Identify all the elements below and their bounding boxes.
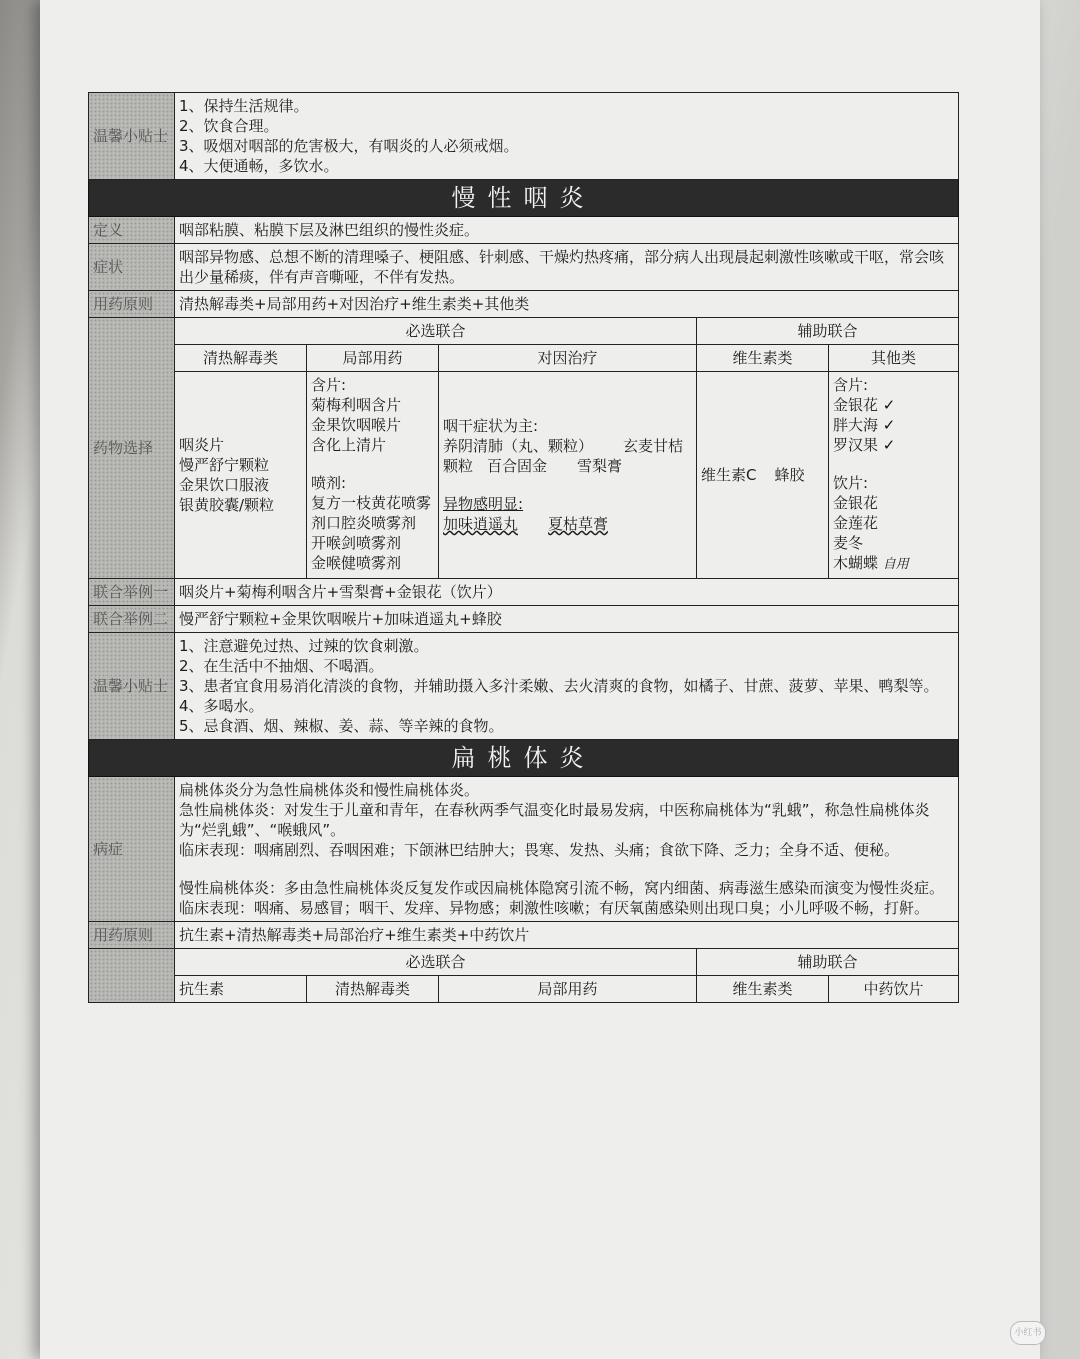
drug-line <box>833 415 954 435</box>
drug-item: 百合固金 <box>487 457 548 475</box>
category-header-row <box>89 345 959 372</box>
spacer <box>179 860 954 878</box>
tips-content <box>175 633 959 740</box>
category2-header-row <box>89 976 959 1003</box>
drug-item: 夏枯草膏 <box>548 515 609 533</box>
section-title: 扁桃体炎 <box>89 740 959 777</box>
drug-item: 维生素C <box>701 466 757 484</box>
tip-line: 5、忌食酒、烟、辣椒、姜、蒜、等辛辣的食物。 <box>179 717 504 735</box>
definition-text: 咽部粘膜、粘膜下层及淋巴组织的慢性炎症。 <box>175 217 959 244</box>
drug-line <box>833 435 954 455</box>
col-header-local2: 局部用药 <box>439 976 697 1003</box>
document-table <box>88 92 958 1003</box>
drug-item: 玄麦甘桔 <box>623 437 684 455</box>
aux-combo2-header: 辅助联合 <box>697 949 959 976</box>
checkmark-icon: ✓ <box>882 396 896 414</box>
drug-choice2-label <box>89 949 175 1003</box>
principle2-row <box>89 922 959 949</box>
principle-label: 用药原则 <box>89 291 175 318</box>
principle-text: 清热解毒类+局部用药+对因治疗+维生素类+其他类 <box>175 291 959 318</box>
disease-line: 扁桃体炎分为急性扁桃体炎和慢性扁桃体炎。 <box>179 781 480 799</box>
drug-item: 慢严舒宁颗粒 <box>179 456 270 474</box>
drug-item: 养阴清肺（丸、颗粒） <box>443 437 594 455</box>
cause-line <box>443 456 692 476</box>
section-title: 慢性咽炎 <box>89 180 959 217</box>
drug-item: 含片: <box>833 376 869 394</box>
required-combo2-header: 必选联合 <box>175 949 697 976</box>
drug-item: 雪梨膏 <box>577 457 623 475</box>
principle2-text: 抗生素+清热解毒类+局部治疗+维生素类+中药饮片 <box>175 922 959 949</box>
handwritten-note: 自用 <box>882 557 909 572</box>
tip-line: 4、大便通畅，多饮水。 <box>179 157 339 175</box>
tip-line: 3、吸烟对咽部的危害极大，有咽炎的人必须戒烟。 <box>179 137 519 155</box>
watermark-badge: 小红书 <box>1010 1321 1046 1345</box>
disease-label: 病症 <box>89 777 175 922</box>
definition-label: 定义 <box>89 217 175 244</box>
drug-item: 金莲花 <box>833 514 879 532</box>
col-header-cause: 对因治疗 <box>439 345 697 372</box>
col-header-vitamin: 维生素类 <box>697 345 829 372</box>
drug-item: 罗汉果 <box>833 436 879 454</box>
other-drugs <box>829 372 959 579</box>
local-drugs <box>307 372 439 579</box>
col-header-antibiotic: 抗生素 <box>175 976 307 1003</box>
drug-item: 金喉健喷雾剂 <box>311 554 402 572</box>
disease-line: 慢性扁桃体炎：多由急性扁桃体炎反复发作或因扁桃体隐窝引流不畅，窝内细菌、病毒滋生感染而演变为慢性炎症。 <box>179 879 945 897</box>
disease-text <box>175 777 959 922</box>
symptom-label: 症状 <box>89 244 175 291</box>
example1-label: 联合举例一 <box>89 579 175 606</box>
spacer <box>443 476 692 494</box>
drug-item: 麦冬 <box>833 534 864 552</box>
drug-item: 木蝴蝶 <box>833 554 879 572</box>
example2-text: 慢严舒宁颗粒+金果饮咽喉片+加味逍遥丸+蜂胶 <box>175 606 959 633</box>
tip-line: 2、饮食合理。 <box>179 117 279 135</box>
drug-item: 颗粒 <box>443 457 474 475</box>
section-banner-tonsillitis <box>89 740 959 777</box>
spacer <box>311 455 434 473</box>
tip-line: 2、在生活中不抽烟、不喝酒。 <box>179 657 384 675</box>
qingre-drugs <box>175 372 307 579</box>
disease-line: 临床表现：咽痛剧烈、吞咽困难；下颌淋巴结肿大；畏寒、发热、头痛；食欲下降、乏力；全身不适、便秘。 <box>179 841 900 859</box>
example1-text: 咽炎片+菊梅利咽含片+雪梨膏+金银花（饮片） <box>175 579 959 606</box>
required-combo-header: 必选联合 <box>175 318 697 345</box>
tip-line: 1、注意避免过热、过辣的饮食刺激。 <box>179 637 429 655</box>
definition-row <box>89 217 959 244</box>
spacer <box>833 455 954 473</box>
prev-tips-content <box>175 93 959 180</box>
prev-tips-label: 温馨小贴士 <box>89 93 175 180</box>
drug-row <box>89 372 959 579</box>
cause-heading: 异物感明显: <box>443 495 524 513</box>
tip-line: 1、保持生活规律。 <box>179 97 309 115</box>
col-header-herb: 中药饮片 <box>829 976 959 1003</box>
drug-item: 金果饮口服液 <box>179 476 270 494</box>
drug-item: 银黄胶囊/颗粒 <box>179 496 275 514</box>
drug-item: 饮片: <box>833 474 869 492</box>
combo2-header-row <box>89 949 959 976</box>
checkmark-icon: ✓ <box>882 416 896 434</box>
col-header-other: 其他类 <box>829 345 959 372</box>
col-header-local: 局部用药 <box>307 345 439 372</box>
drug-line <box>833 395 954 415</box>
principle2-label: 用药原则 <box>89 922 175 949</box>
drug-item: 含化上清片 <box>311 436 387 454</box>
example2-row <box>89 606 959 633</box>
drug-item: 蜂胶 <box>774 466 805 484</box>
combo-header-row <box>89 318 959 345</box>
principle-row <box>89 291 959 318</box>
cause-line <box>443 436 692 456</box>
tip-line: 4、多喝水。 <box>179 697 264 715</box>
col-header-qingre2: 清热解毒类 <box>307 976 439 1003</box>
drug-item: 金果饮咽喉片 <box>311 416 402 434</box>
example2-label: 联合举例二 <box>89 606 175 633</box>
drug-item: 菊梅利咽含片 <box>311 396 402 414</box>
drug-choice-label: 药物选择 <box>89 318 175 579</box>
disease-line: 临床表现：咽痛、易感冒；咽干、发痒、异物感；刺激性咳嗽；有厌氧菌感染则出现口臭；小儿呼吸不畅，打鼾。 <box>179 899 930 917</box>
drug-item: 喷剂: <box>311 474 347 492</box>
aux-combo-header: 辅助联合 <box>697 318 959 345</box>
vitamin-drugs <box>697 372 829 579</box>
drug-item: 开喉剑喷雾剂 <box>311 534 402 552</box>
prev-tips-row <box>89 93 959 180</box>
drug-line <box>833 553 954 575</box>
drug-item: 含片: <box>311 376 347 394</box>
symptom-text: 咽部异物感、总想不断的清理嗓子、梗阻感、针刺感、干燥灼热疼痛，部分病人出现晨起刺激性咳嗽或干呕，常会咳出少量稀痰，伴有声音嘶哑，不伴有发热。 <box>175 244 959 291</box>
disease-line: 急性扁桃体炎：对发生于儿童和青年，在春秋两季气温变化时最易发病，中医称扁桃体为“乳蛾”，称急性扁桃体炎为“烂乳蛾”、“喉蛾风”。 <box>179 801 930 839</box>
col-header-vitamin2: 维生素类 <box>697 976 829 1003</box>
tips-row <box>89 633 959 740</box>
drug-item: 金银花 <box>833 494 879 512</box>
section-banner-pharyngitis <box>89 180 959 217</box>
cause-heading: 咽干症状为主: <box>443 417 539 435</box>
symptom-row <box>89 244 959 291</box>
tips-label: 温馨小贴士 <box>89 633 175 740</box>
drug-item: 金银花 <box>833 396 879 414</box>
cause-drugs <box>439 372 697 579</box>
drug-item: 胖大海 <box>833 416 879 434</box>
col-header-qingre: 清热解毒类 <box>175 345 307 372</box>
drug-item: 加味逍遥丸 <box>443 515 519 533</box>
checkmark-icon: ✓ <box>882 436 896 454</box>
example1-row <box>89 579 959 606</box>
disease-row <box>89 777 959 922</box>
drug-item: 咽炎片 <box>179 436 225 454</box>
cause-line <box>443 514 692 534</box>
tip-line: 3、患者宜食用易消化清淡的食物，并辅助摄入多汁柔嫩、去火清爽的食物，如橘子、甘蔗、菠萝、苹果、鸭梨等。 <box>179 677 939 695</box>
drug-item: 复方一枝黄花喷雾剂口腔炎喷雾剂 <box>311 494 432 532</box>
